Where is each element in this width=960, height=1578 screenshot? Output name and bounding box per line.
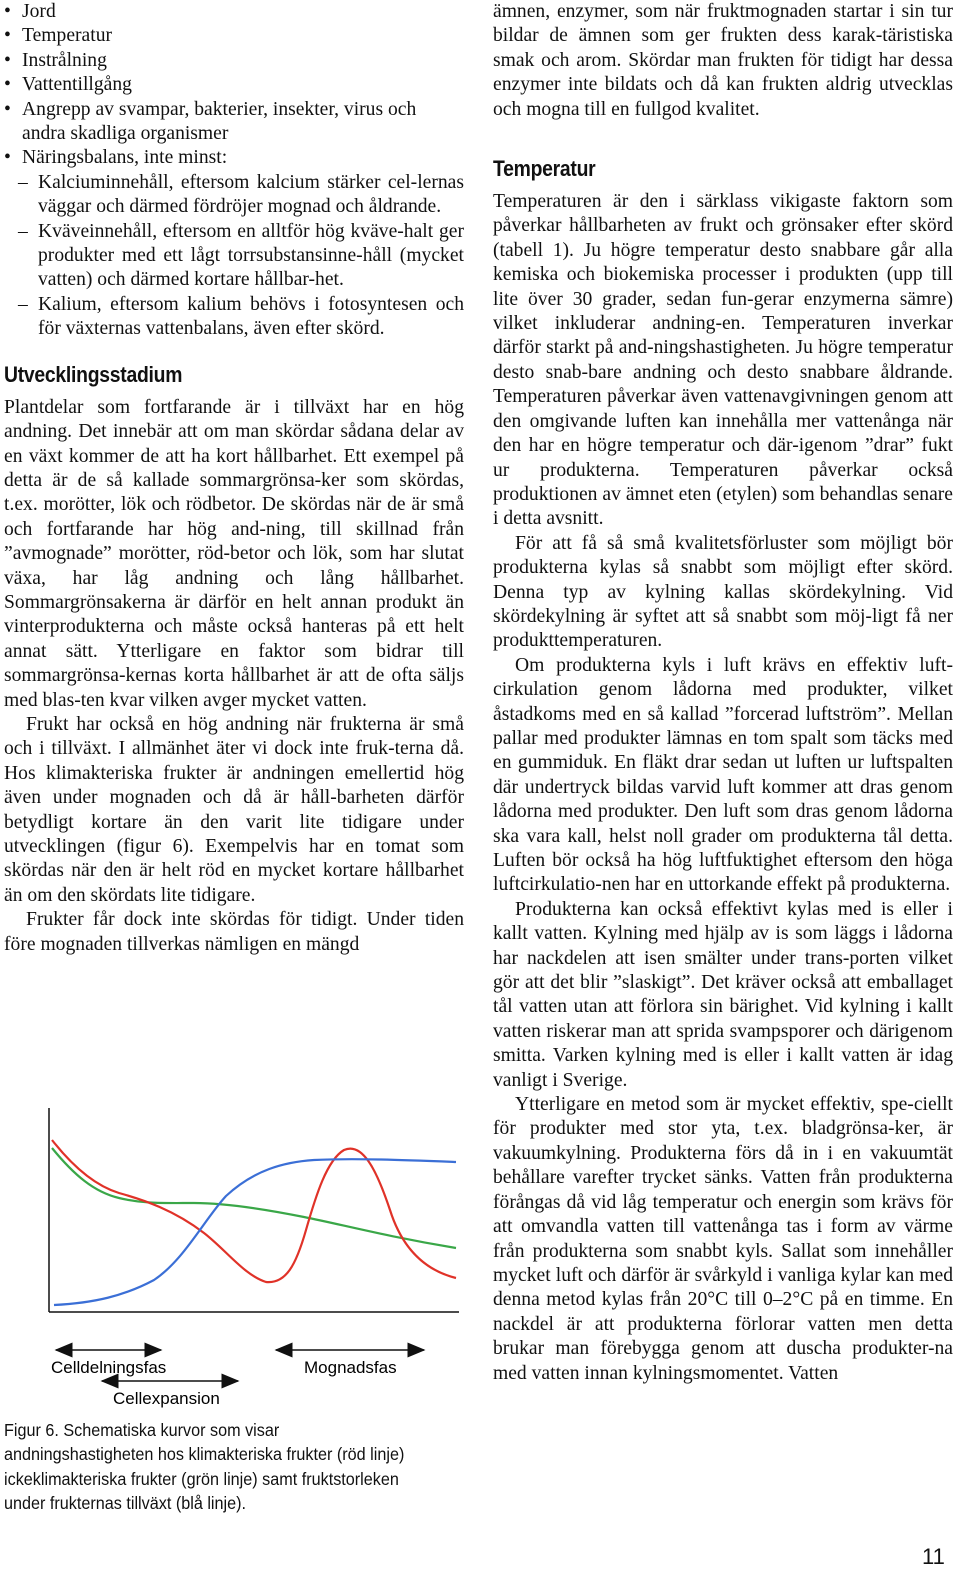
list-item: • Instrålning — [4, 49, 464, 73]
respiration-curves-diagram — [4, 1100, 464, 1410]
blue-curve — [54, 1159, 456, 1305]
cell-expansion-label: Cellexpansion — [113, 1389, 220, 1408]
right-column — [493, 0, 953, 1386]
paragraph: Plantdelar som fortfarande är i tillväxt har en hög andning. Det innebär att om man skördar sådana delar av en växt kommer de att ha kort hållbarhet. Ett exempel på detta är de så kallade sommargrönsa-ker som skördas, t.ex. morötter, lök och rödbetor. De skördas när de är små och fortfarande har hög and-ning, till skillnad från ”avmognade” morötter, röd-betor och lök, som har slutat växa, har låg andning och lång hållbarhet. Sommargrönsakerna är därför en helt annan produkt än vinterprodukterna och måste också hanteras på ett helt annat sätt. Ytterligare en faktor som bidrar till sommargrönsa-kernas korta hållbarhet är att de ofta säljs med blas-ten kvar vilken avger mycket vatten. — [4, 396, 464, 711]
list-item: • Näringsbalans, inte minst: — [4, 146, 464, 170]
paragraph: Om produkterna kyls i luft krävs en effektiv luft-cirkulation genom lådorna med produkter, vilket åstadkoms med en så kallad ”forcerad luftström”. Mellan pallar med produkter lämnas en tom spalt som täcks med en gummiduk. En fläkt drar sedan ut luften ur luftspalten där undertryck bildas varvid luft kommer att dras genom lådorna med produkter. Den luft som dras genom lådorna ska vara kall, helst noll grader om produkterna tål detta. Luften bör också ha hög luftfuktighet eftersom den höga luftcirkulatio-nen har en uttorkande effekt på produkterna. — [493, 654, 953, 896]
list-item: • Temperatur — [4, 24, 464, 48]
list-item: • Angrepp av svampar, bakterier, insekter, virus och andra skadliga organismer — [4, 98, 464, 147]
paragraph: Temperaturen är den i särklass vikigaste faktorn som påverkar hållbarheten av frukt och grönsaker efter skörd (tabell 1). Ju högre temperatur desto snabbare går alla kemiska och biokemiska processer i produkten (upp till lite över 30 grader, sedan fun-gerar enzymerna sämre) vilket inkluderar andning-en. Temperaturen inverkar därför starkt på and-ningshastigheten. Ju högre temperatur desto snab-bare andning och desto snabbare åldrande. Temperaturen påverkar även vattenavgivningen genom att den omgivande luften kan innehålla mer vattenånga när den har en högre temperatur och där-igenom ”drar” fukt ur produkterna. Temperaturen påverkar också produktionen av ämnet eten (etylen) som behandlas senare i detta avsnitt. — [493, 191, 953, 530]
page-number: 11 — [922, 1544, 945, 1569]
paragraph: Frukt har också en hög andning när frukterna är små och i tillväxt. I allmänhet äter vi dock inte fruk-terna då. Hos klimakteriska frukter är andningen emellertid hög även under mognaden och då är håll-barheten därför betydligt kortare än den varit lite tidigare under utvecklingen (figur 6). Exempelvis har en tomat som skördas när den är helt röd en mycket kortare hållbarhet än om den skördats lite tidigare. — [4, 713, 464, 906]
sub-list-item: – Kväveinnehåll, eftersom en alltför hög kväve-halt ger produkter med ett lågt torrsubstansinne-håll (mycket vatten) och därmed kortare hållbar-het. — [4, 220, 464, 293]
paragraph: För att få så små kvalitetsförluster som möjligt bör produkterna kylas så snabbt som möjligt efter skörd. Denna typ av kylning kallas skördekylning. Vid skördekylning är syftet att så snabbt som möj-ligt få ner produkttemperaturen. — [493, 532, 953, 652]
section-heading-temperatur: Temperatur — [493, 156, 596, 182]
sub-list-item: – Kalium, eftersom kalium behövs i fotosyntesen och för växternas vattenbalans, även efter skörd. — [4, 293, 464, 342]
figure-caption: Figur 6. Schematiska kurvor som visar andningshastigheten hos klimakteriska frukter (röd linje) ickeklimakteriska frukter (grön linje) samt fruktstorleken under frukternas tillväxt (blå linje). — [4, 1420, 405, 1514]
paragraph: Frukter får dock inte skördas för tidigt. Under tiden före mognaden tillverkas nämligen en mängd — [4, 909, 464, 955]
paragraph: ämnen, enzymer, som när fruktmognaden startar i sin tur bildar de ämnen som ger frukten dess karak-täristiska smak och arom. Skördar man frukten för tidigt har dessa enzymer inte bildats och då kan frukten aldrig utvecklas och mogna till en fullgod kvalitet. — [493, 1, 953, 120]
list-item: • Vattentillgång — [4, 73, 464, 97]
factor-list — [4, 0, 464, 171]
paragraph: Ytterligare en metod som är mycket effektiv, spe-ciellt för produkter med stor yta, t.ex. bladgrönsa-ker, är vakuumkylning. Produkterna förs då in i en vakuumtät behållare varefter trycket sänks. Vatten från produkterna förångas då vid låg temperatur och energin som krävs för att omvandla vatten till vattenånga tas i form av värme från produkterna som snabbt kyls. Sallat som innehåller mycket luft och därför är svårkyld i vanliga kylar kan med denna metod kylas från 20°C till 0–2°C på en timme. En nackdel är att produkterna förlorar vatten men detta brukar man förebygga genom att duscha produkter-na med vatten innan kylningsmomentet. Vatten — [493, 1094, 953, 1384]
red-curve — [52, 1140, 456, 1282]
paragraph: Produkterna kan också effektivt kylas med is eller i kallt vatten. Kylning med hjälp av is som läggs i lådorna har nackdelen att isen smälter under trans-porten vilket gör att det blir ”slaskigt”. Det kräver också att emballaget tål vatten utan att förlora sin bärighet. Vid kylning i kallt vatten riskerar man att sprida svampsporer och därigenom smitta. Varken kylning med is eller i kallt vatten är idag vanligt i Sverige. — [493, 898, 953, 1091]
cell-division-label: Celldelningsfas — [51, 1358, 167, 1377]
green-curve — [52, 1148, 456, 1248]
nutrient-sublist — [4, 171, 464, 342]
sub-list-item: – Kalciuminnehåll, eftersom kalcium stärker cel-lernas väggar och därmed fördröjer mognad och åldrande. — [4, 171, 464, 220]
figure-6 — [4, 1100, 464, 1410]
ripening-label: Mognadsfas — [304, 1358, 397, 1377]
left-column — [4, 0, 464, 957]
list-item: • Jord — [4, 0, 464, 24]
section-heading-utvecklingsstadium: Utvecklingsstadium — [4, 361, 183, 387]
